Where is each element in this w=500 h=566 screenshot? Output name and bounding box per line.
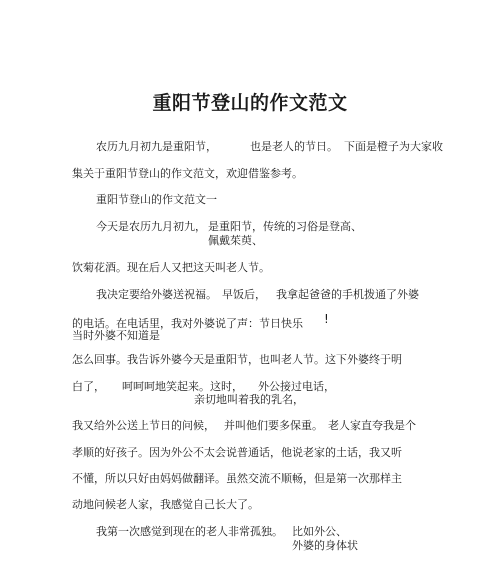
exclamation-mark: ! [324, 312, 329, 326]
text-line: 也是老人的节日。 [250, 140, 338, 153]
text-line: 下面是橙子为大家收 [344, 140, 443, 153]
text-line: 的电话。在电话里，我对外婆说了声：节日快乐 [72, 317, 303, 330]
document-title: 重阳节登山的作文范文 [152, 92, 348, 114]
text-line: 我拿起爸爸的手机拨通了外婆 [276, 288, 419, 301]
text-line: 老人家直夸我是个 [328, 419, 416, 432]
text-line: 亲切地叫着我的乳名， [194, 393, 304, 406]
text-line: 是重阳节，传统的习俗是登高、 [208, 220, 362, 233]
text-line: 农历九月初九是重阳节， [96, 140, 217, 153]
text-line: 饮菊花酒。现在后人又把这天叫老人节。 [72, 261, 270, 274]
text-line: 外公接过电话， [258, 380, 335, 393]
text-line: 怎么回事。我告诉外婆今天是重阳节，也叫老人节。这下外婆终于明 [72, 353, 402, 366]
text-line: 集关于重阳节登山的作文范文，欢迎借鉴参考。 [72, 167, 303, 180]
text-line: 不懂，所以只好由妈妈做翻译。虽然交流不顺畅，但是第一次那样主 [72, 472, 402, 485]
text-line: 呵呵呵地笑起来。这时， [122, 380, 243, 393]
text-line: 当时外婆不知道是 [72, 329, 160, 342]
text-line: 并叫他们要多保重。 [224, 419, 323, 432]
text-line: 我第一次感觉到现在的老人非常孤独。 [96, 525, 283, 538]
section-heading: 重阳节登山的作文范文一 [96, 193, 217, 206]
text-line: 比如外公、 [292, 525, 347, 538]
text-line: 白了， [72, 380, 105, 393]
text-line: 今天是农历九月初九， [96, 220, 206, 233]
text-line: 早饭后， [222, 288, 266, 301]
text-line: 我又给外公送上节日的问候， [72, 419, 215, 432]
text-line: 孝顺的好孩子。因为外公不太会说普通话，他说老家的土话，我又听 [72, 446, 402, 459]
text-line: 佩戴茱萸、 [208, 234, 263, 247]
text-line: 动地问候老人家，我感觉自己长大了。 [72, 498, 259, 511]
text-line: 我决定要给外婆送祝福。 [96, 288, 217, 301]
text-line: 外婆的身体状 [292, 539, 358, 552]
